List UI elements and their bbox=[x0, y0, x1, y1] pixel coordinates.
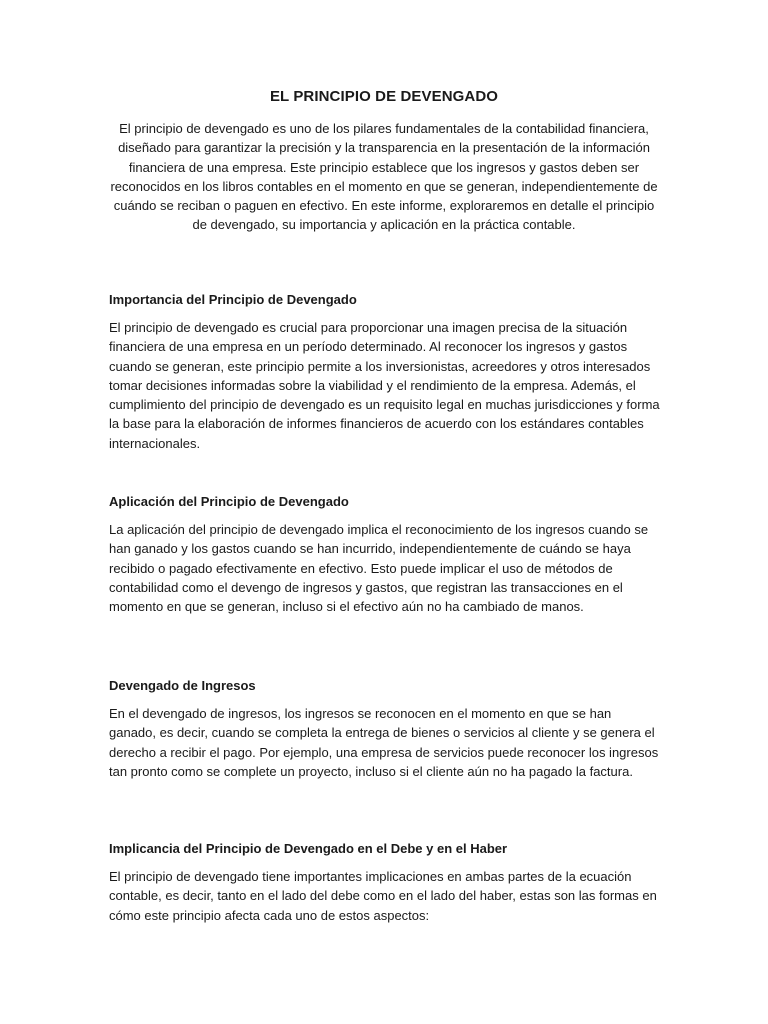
section-heading-importancia: Importancia del Principio de Devengado bbox=[109, 292, 357, 307]
section-body-implicancia: El principio de devengado tiene importantes implicaciones en ambas partes de la ecuación contable, es decir, tanto en el lado del debe como en el lado del haber, estas son las formas en cómo este principio afecta cada uno de estos aspectos: bbox=[109, 869, 657, 923]
section-body-aplicacion: La aplicación del principio de devengado implica el reconocimiento de los ingresos cuando se han ganado y los gastos cuando se han incurrido, independientemente de cuándo se haya recibido o pagado efectivamente en efectivo. Esto puede implicar el uso de métodos de contabilidad como el devengo de ingresos y gastos, que registran las transacciones en el momento en que se generan, incluso si el efectivo aún no ha cambiado de manos. bbox=[109, 522, 649, 615]
intro-paragraph: El principio de devengado es uno de los pilares fundamentales de la contabilidad financiera, diseñado para garantizar la precisión y la transparencia en la presentación de la información financiera de una empresa. Este principio establece que los ingresos y gastos deben ser reconocidos en los libros contables en el momento en que se generan, independientemente de cuándo se reciban o paguen en efectivo. En este informe, exploraremos en detalle el principio de devengado, su importancia y aplicación en la práctica contable. bbox=[110, 121, 658, 233]
section-heading-aplicacion: Aplicación del Principio de Devengado bbox=[109, 494, 349, 509]
section-body-devengado-ingresos: En el devengado de ingresos, los ingresos se reconocen en el momento en que se han ganado, es decir, cuando se completa la entrega de bienes o servicios al cliente y se genera el derecho a recibir el pago. Por ejemplo, una empresa de servicios puede reconocer los ingresos tan pronto como se complete un proyecto, incluso si el cliente aún no ha pagado la factura. bbox=[109, 706, 659, 779]
document-title: EL PRINCIPIO DE DEVENGADO bbox=[269, 88, 499, 105]
section-body-importancia: El principio de devengado es crucial para proporcionar una imagen precisa de la situación financiera de una empresa en un período determinado. Al reconocer los ingresos y gastos cuando se generan, este principio permite a los inversionistas, acreedores y otros interesados tomar decisiones informadas sobre la viabilidad y el rendimiento de la empresa. Además, el cumplimiento del principio de devengado es un requisito legal en muchas jurisdicciones y forma la base para la elaboración de informes financieros de acuerdo con los estándares contables internacionales. bbox=[109, 320, 660, 451]
section-heading-implicancia: Implicancia del Principio de Devengado en el Debe y en el Haber bbox=[109, 841, 508, 856]
section-heading-devengado-ingresos: Devengado de Ingresos bbox=[109, 678, 256, 693]
